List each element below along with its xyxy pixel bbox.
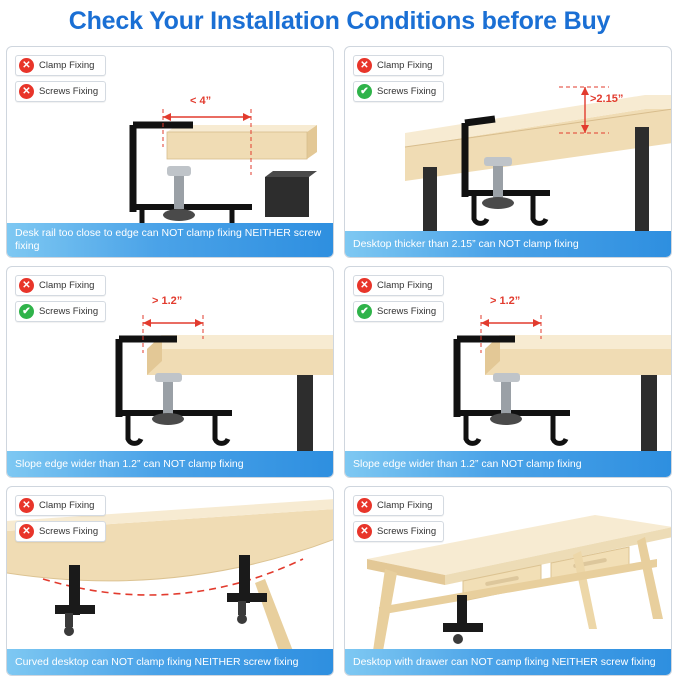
badge-group-3: [15, 275, 106, 322]
badge-group-1: [15, 55, 106, 102]
badge-screws-1: [15, 81, 106, 102]
caption-1: Desk rail too close to edge can NOT clamp fixing NEITHER screw fixing: [7, 223, 333, 257]
badge-group-2: [353, 55, 444, 102]
cross-icon: ✕: [357, 524, 372, 539]
cross-icon: ✕: [357, 58, 372, 73]
check-icon: ✔: [19, 304, 34, 319]
cross-icon: ✕: [357, 498, 372, 513]
badge-screws-2: [353, 81, 444, 102]
caption-5: Curved desktop can NOT clamp fixing NEITHER screw fixing: [7, 649, 333, 675]
badge-group-5: [15, 495, 106, 542]
badge-label: Clamp Fixing: [39, 280, 95, 291]
badge-clamp-5: [15, 495, 106, 516]
condition-panel-1: [6, 46, 334, 258]
badge-label: Screws Fixing: [377, 306, 437, 317]
badge-label: Screws Fixing: [39, 306, 99, 317]
condition-panel-5: [6, 486, 334, 676]
badge-screws-5: [15, 521, 106, 542]
badge-label: Clamp Fixing: [39, 500, 95, 511]
badge-label: Clamp Fixing: [377, 60, 433, 71]
badge-group-6: [353, 495, 444, 542]
conditions-grid: [6, 46, 673, 676]
badge-label: Screws Fixing: [39, 526, 99, 537]
cross-icon: ✕: [357, 278, 372, 293]
badge-label: Screws Fixing: [377, 526, 437, 537]
badge-label: Screws Fixing: [377, 86, 437, 97]
badge-label: Clamp Fixing: [377, 280, 433, 291]
cross-icon: ✕: [19, 58, 34, 73]
condition-panel-4: [344, 266, 672, 478]
caption-3: Slope edge wider than 1.2” can NOT clamp fixing: [7, 451, 333, 477]
badge-clamp-6: [353, 495, 444, 516]
dimension-label-3: > 1.2”: [152, 295, 183, 307]
cross-icon: ✕: [19, 84, 34, 99]
badge-label: Screws Fixing: [39, 86, 99, 97]
cross-icon: ✕: [19, 278, 34, 293]
badge-screws-6: [353, 521, 444, 542]
caption-6: Desktop with drawer can NOT camp fixing NEITHER screw fixing: [345, 649, 671, 675]
dimension-label-1: < 4”: [190, 95, 212, 107]
caption-4: Slope edge wider than 1.2” can NOT clamp fixing: [345, 451, 671, 477]
cross-icon: ✕: [19, 524, 34, 539]
badge-label: Clamp Fixing: [377, 500, 433, 511]
caption-2: Desktop thicker than 2.15” can NOT clamp fixing: [345, 231, 671, 257]
dimension-label-4: > 1.2”: [490, 295, 521, 307]
check-icon: ✔: [357, 84, 372, 99]
badge-clamp-3: [15, 275, 106, 296]
dimension-label-2: >2.15”: [590, 93, 624, 105]
cross-icon: ✕: [19, 498, 34, 513]
condition-panel-3: [6, 266, 334, 478]
badge-label: Clamp Fixing: [39, 60, 95, 71]
badge-screws-4: [353, 301, 444, 322]
badge-group-4: [353, 275, 444, 322]
check-icon: ✔: [357, 304, 372, 319]
badge-clamp-2: [353, 55, 444, 76]
condition-panel-2: [344, 46, 672, 258]
page-title: Check Your Installation Conditions before Buy: [68, 7, 611, 35]
condition-panel-6: [344, 486, 672, 676]
badge-clamp-4: [353, 275, 444, 296]
badge-clamp-1: [15, 55, 106, 76]
badge-screws-3: [15, 301, 106, 322]
